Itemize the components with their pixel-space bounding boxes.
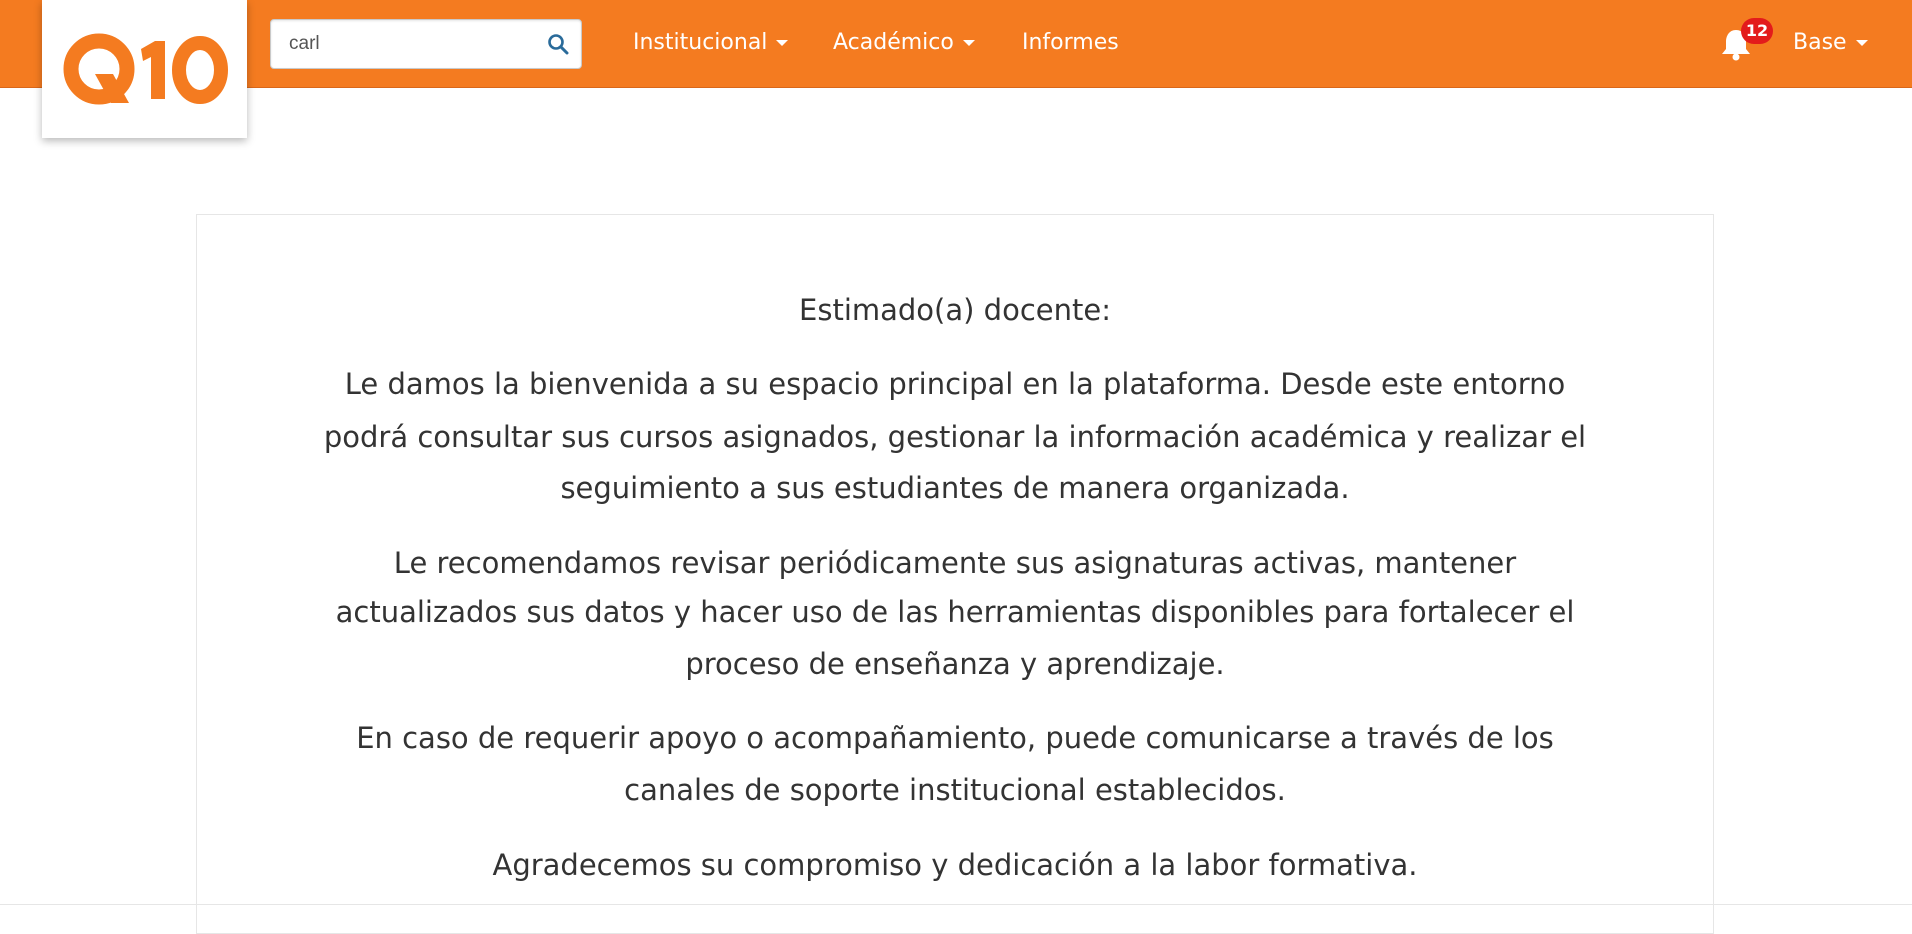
greeting: Estimado(a) docente:: [799, 293, 1111, 327]
message-line: podrá consultar sus cursos asignados, gestionar la información académica y realizar el: [323, 420, 1587, 454]
message-line: Le recomendamos revisar periódicamente sus asignaturas activas, mantener: [393, 546, 1517, 580]
message-line: Le damos la bienvenida a su espacio principal en la plataforma. Desde este entorno: [344, 367, 1566, 401]
nav-academico[interactable]: [833, 28, 975, 58]
caret-down-icon: [776, 40, 788, 46]
nav-institucional[interactable]: [633, 28, 788, 58]
message-line: proceso de enseñanza y aprendizaje.: [685, 647, 1225, 681]
search-icon: [547, 33, 569, 55]
q10-logo-mark: [55, 19, 235, 119]
nav-informes[interactable]: [1022, 28, 1119, 58]
message-line: actualizados sus datos y hacer uso de las herramientas disponibles para fortalecer el: [335, 595, 1575, 629]
caret-down-icon: [1856, 40, 1868, 46]
nav-academico-label: Académico: [833, 30, 954, 55]
message-line: canales de soporte institucional establecidos.: [624, 773, 1286, 807]
notification-count-badge[interactable]: 12: [1741, 18, 1773, 44]
message-line: Agradecemos su compromiso y dedicación a la labor formativa.: [492, 848, 1418, 882]
nav-informes-label: Informes: [1022, 30, 1119, 55]
logo[interactable]: [42, 0, 247, 138]
search-button[interactable]: [543, 29, 573, 59]
user-menu[interactable]: [1793, 28, 1868, 58]
search-box: [270, 19, 582, 69]
caret-down-icon: [963, 40, 975, 46]
message-line: En caso de requerir apoyo o acompañamiento, puede comunicarse a través de los: [356, 721, 1554, 755]
user-menu-label: Base: [1793, 30, 1847, 55]
page-bottom-divider: [0, 904, 1912, 905]
search-input[interactable]: [271, 20, 533, 68]
message-line: seguimiento a sus estudiantes de manera organizada.: [560, 471, 1350, 505]
nav-institucional-label: Institucional: [633, 30, 768, 55]
